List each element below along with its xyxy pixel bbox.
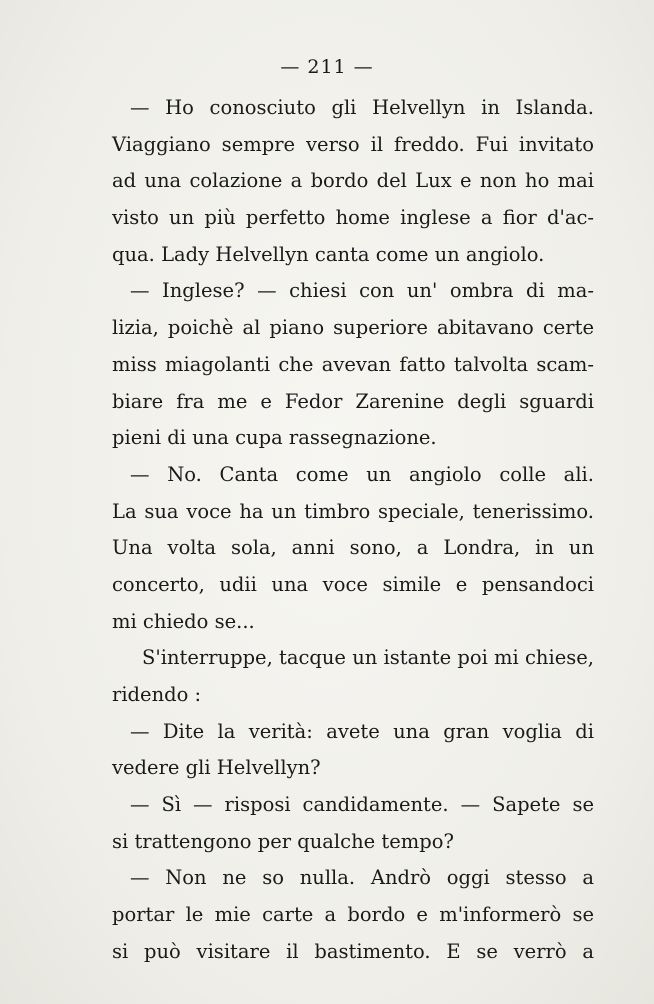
text-line: — Ho conosciuto gli Helvellyn in Islanda.: [130, 96, 594, 119]
text-line: miss miagolanti che avevan fatto talvolta scam-: [112, 352, 594, 376]
text-line: Una volta sola, anni sono, a Londra, in un: [112, 536, 594, 560]
text-line: si trattengono per qualche tempo?: [112, 829, 454, 853]
text-line: ad una colazione a bordo del Lux e non ho mai: [112, 169, 594, 193]
text-line: qua. Lady Helvellyn canta come un angiolo.: [112, 242, 545, 266]
text-line: concerto, udii una voce simile e pensandoci: [112, 572, 594, 596]
page-number: — 211 —: [280, 56, 374, 78]
text-line: — Inglese? — chiesi con un' ombra di ma-: [130, 279, 594, 303]
text-line: Viaggiano sempre verso il freddo. Fui invitato: [112, 132, 594, 156]
text-line: ridendo :: [112, 683, 202, 706]
text-line: portar le mie carte a bordo e m'informerò se: [112, 903, 594, 927]
body-text: [112, 90, 594, 971]
text-line: — Dite la verità: avete una gran voglia di: [130, 719, 594, 743]
text-line: mi chiedo se...: [112, 609, 255, 633]
text-line: La sua voce ha un timbro speciale, tenerissimo.: [112, 499, 594, 523]
text-line: — Sì — risposi candidamente. — Sapete se: [130, 793, 594, 817]
text-line: vedere gli Helvellyn?: [112, 756, 321, 780]
text-line: pieni di una cupa rassegnazione.: [112, 426, 437, 450]
text-line: lizia, poichè al piano superiore abitavano certe: [112, 316, 594, 340]
text-line: — No. Canta come un angiolo colle ali.: [130, 462, 594, 486]
text-line: visto un più perfetto home inglese a fior d'ac-: [112, 206, 594, 230]
text-line: si può visitare il bastimento. E se verrò a: [112, 939, 594, 963]
text-line: S'interruppe, tacque un istante poi mi chiese,: [142, 646, 594, 670]
text-line: biare fra me e Fedor Zarenine degli sguardi: [112, 389, 594, 413]
text-line: — Non ne so nulla. Andrò oggi stesso a: [130, 866, 594, 890]
